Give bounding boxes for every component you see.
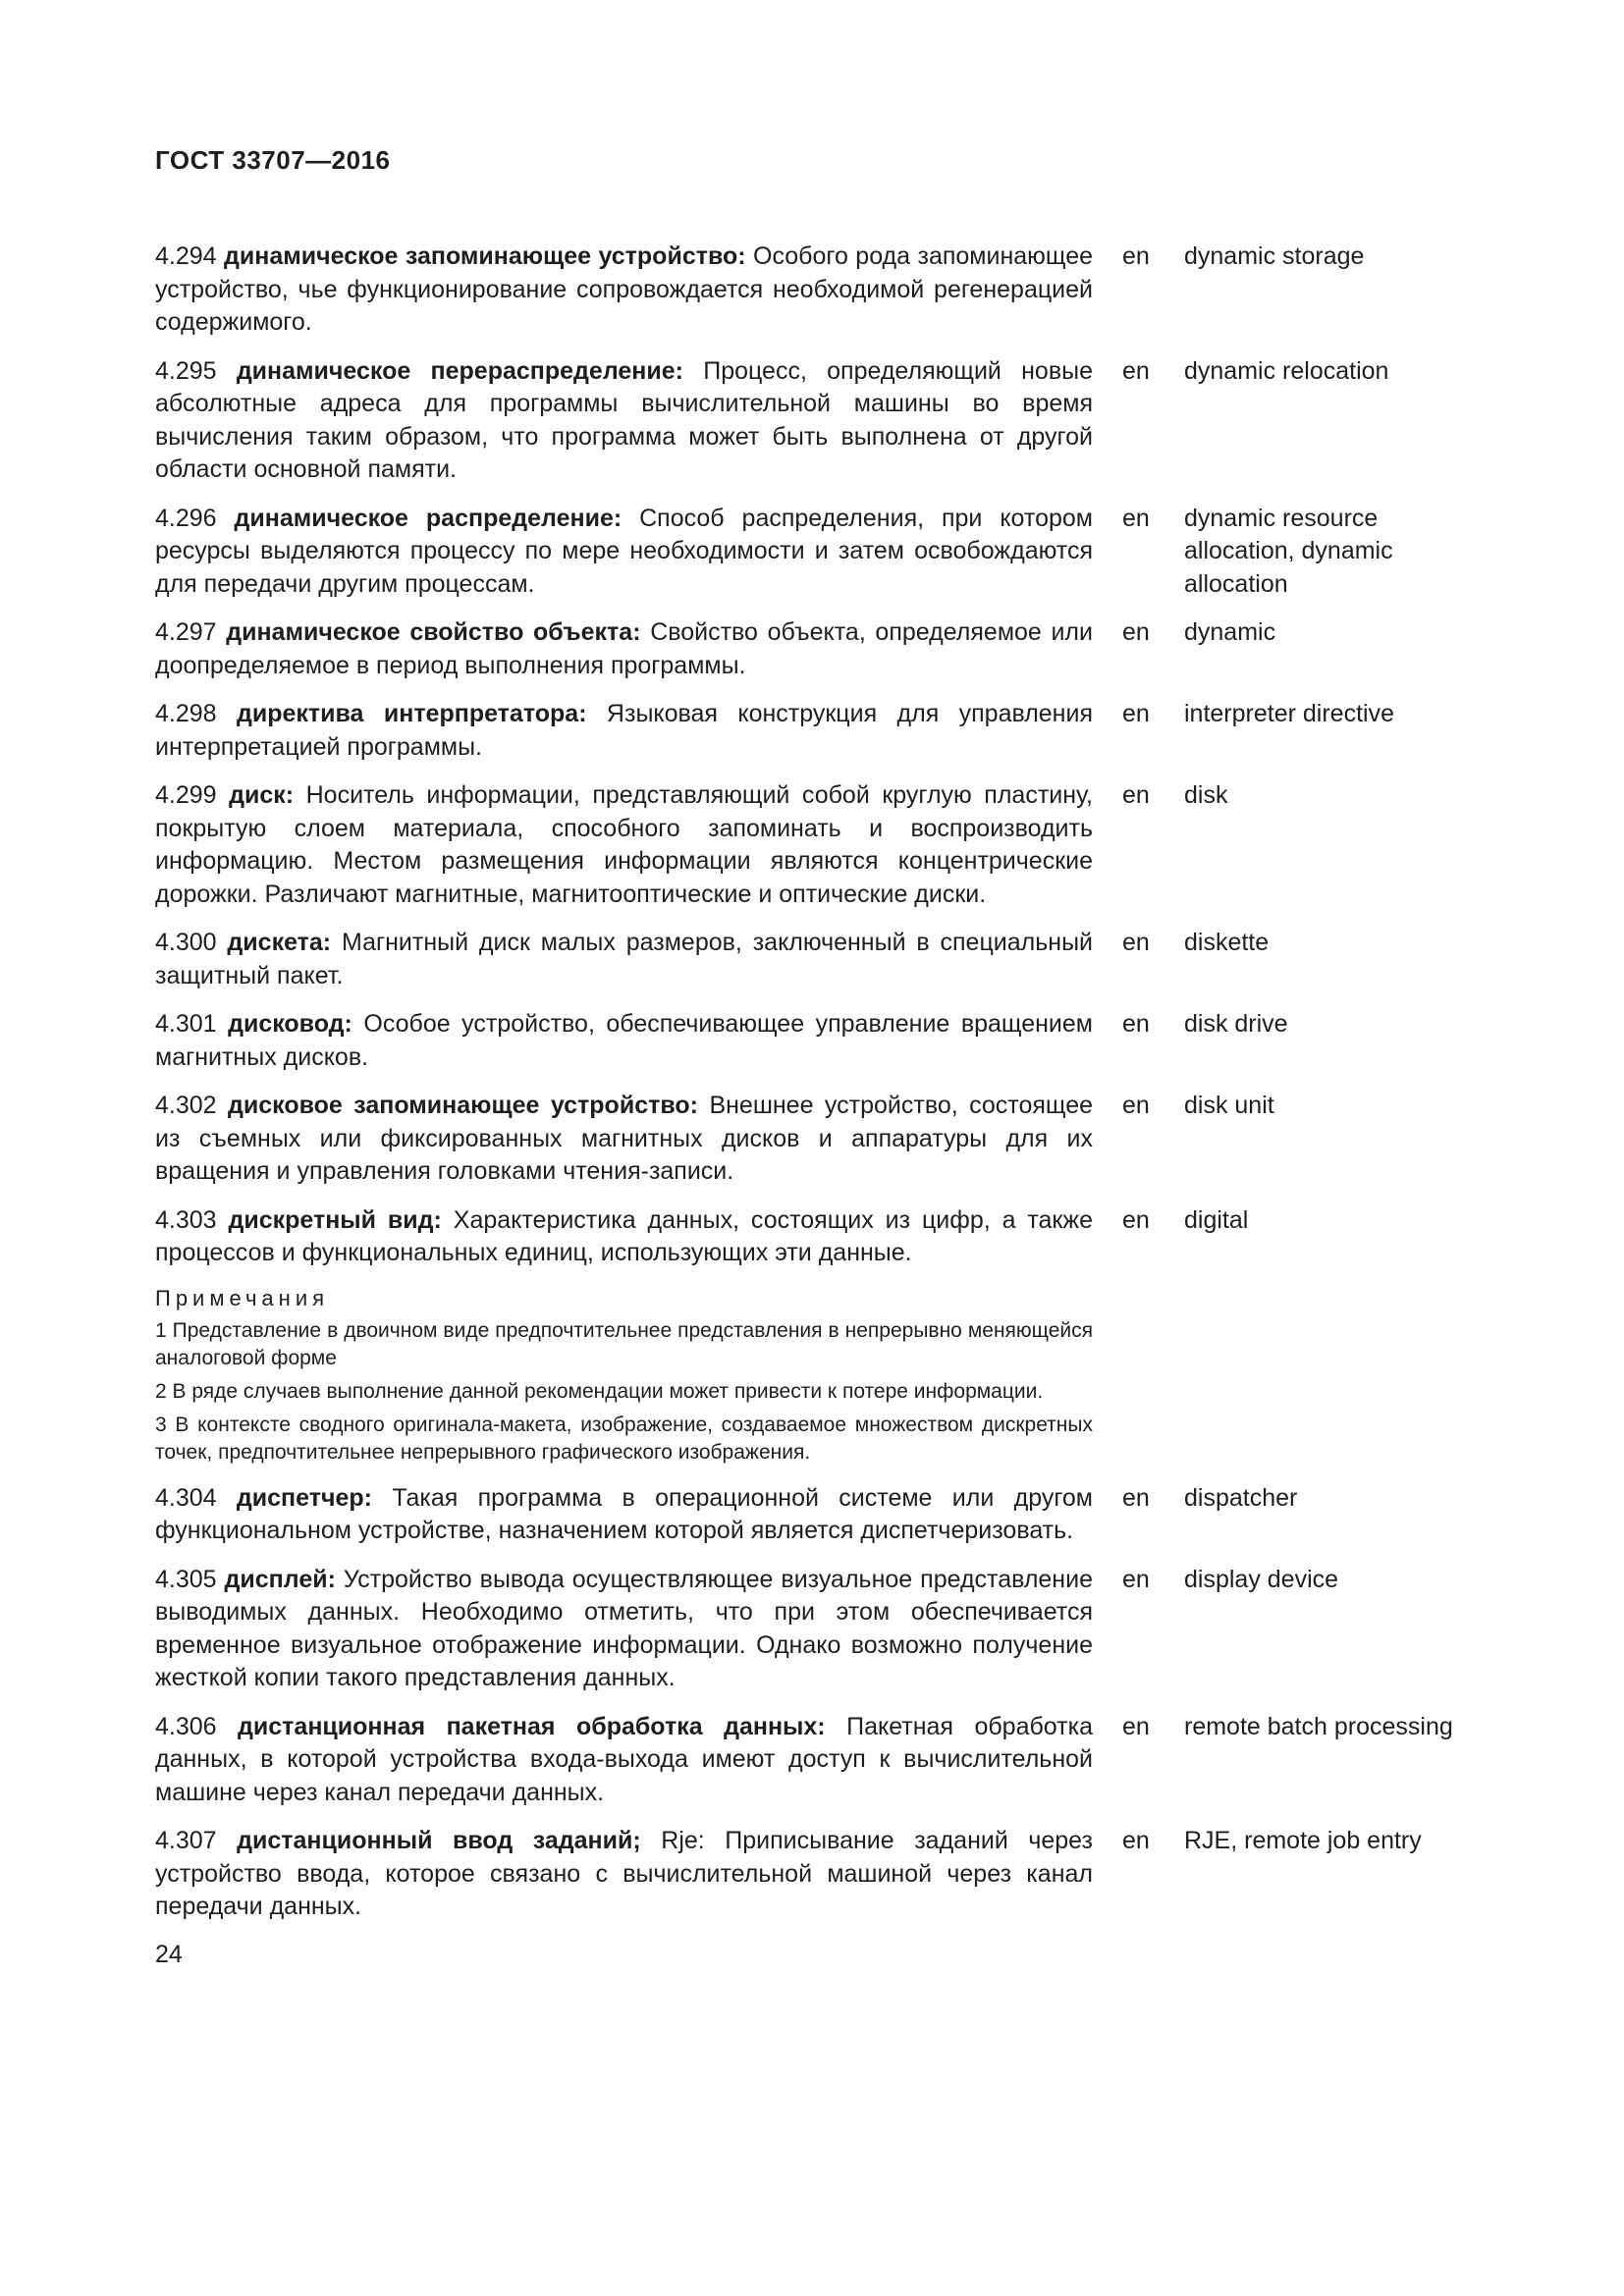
term-title: дистанционная пакетная обработка данных: (238, 1712, 826, 1740)
language-code: en (1122, 1010, 1150, 1038)
term-entry (155, 1204, 1490, 1270)
language-code: en (1122, 1712, 1150, 1740)
term-number: 4.295 (155, 356, 217, 385)
term-title: динамическое запоминающее устройство: (224, 242, 746, 270)
term-entry (155, 355, 1490, 487)
term-entry (155, 503, 1490, 602)
term-entry (155, 1482, 1490, 1548)
term-entry (155, 1564, 1490, 1695)
term-definition: Носитель информации, представляющий собой круглую пластину, покрытую слоем материала, способного запоминать и воспроизводить информацию. Местом размещения информации являются концентрические дорожки. Различают магнитные, магнитооптические и оптические диски. (155, 781, 1093, 908)
term-number: 4.306 (155, 1712, 217, 1740)
language-code: en (1122, 781, 1150, 809)
note-item: 1 Представление в двоичном виде предпочтительнее представления в непрерывно меняющейся аналоговой форме (155, 1318, 1093, 1369)
document-page (155, 145, 1490, 1969)
english-equivalent: dynamic relocation (1184, 356, 1389, 385)
term-definition-block (155, 1482, 1093, 1548)
term-entry (155, 1090, 1490, 1189)
term-title: динамическое перераспределение: (236, 356, 683, 385)
english-equivalent: dynamic resource allocation, dynamic allocation (1184, 504, 1393, 598)
term-entry (155, 1825, 1490, 1924)
term-definition-block (155, 927, 1093, 992)
term-definition: Свойство объекта, определяемое или доопределяемое в период выполнения программы. (155, 618, 1093, 679)
english-equivalent: dynamic storage (1184, 242, 1365, 270)
term-title: динамическое распределение: (234, 504, 623, 532)
english-equivalent: RJE, remote job entry (1184, 1827, 1422, 1854)
term-definition-block (155, 1204, 1093, 1270)
term-definition: Способ распределения, при котором ресурсы выделяются процессу по мере необходимости и затем освобождаются для передачи другим процессам. (155, 504, 1093, 598)
notes-heading: Примечания (155, 1285, 330, 1310)
english-equivalent: dynamic (1184, 618, 1276, 646)
term-entry (155, 240, 1490, 340)
note-item: 2 В ряде случаев выполнение данной рекомендации может привести к потере информации. (155, 1379, 1044, 1403)
term-entry (155, 927, 1490, 992)
term-definition-block (155, 779, 1093, 911)
term-entry (155, 1711, 1490, 1810)
term-definition-block (155, 1090, 1093, 1189)
notes-block (155, 1284, 1093, 1467)
page-number: 24 (155, 1940, 183, 1968)
term-definition: Внешнее устройство, состоящее из съемных или фиксированных магнитных дисков и аппаратуры для их вращения и управления головками чтения-записи. (155, 1092, 1094, 1185)
term-number: 4.307 (155, 1827, 217, 1854)
term-number: 4.298 (155, 700, 217, 727)
term-definition: Такая программа в операционной системе или другом функциональном устройстве, назначением которой является диспетчеризовать. (155, 1483, 1093, 1544)
term-title: дискета: (227, 929, 332, 956)
term-entry (155, 616, 1490, 682)
term-title: дисплей: (224, 1565, 336, 1593)
language-code: en (1122, 1092, 1150, 1119)
english-equivalent: remote batch processing (1184, 1712, 1453, 1740)
term-number: 4.302 (155, 1092, 217, 1119)
term-definition: Rje: Приписывание заданий через устройство ввода, которое связано с вычислительной машиной через канал передачи данных. (155, 1827, 1093, 1920)
term-entry (155, 698, 1490, 764)
term-title: дискретный вид: (228, 1205, 442, 1234)
term-definition-block (155, 1711, 1093, 1810)
term-definition-block (155, 1564, 1093, 1695)
language-code: en (1122, 1827, 1150, 1854)
term-entry (155, 779, 1490, 911)
term-definition: Особое устройство, обеспечивающее управление вращением магнитных дисков. (155, 1010, 1093, 1071)
term-definition-block (155, 698, 1093, 764)
term-list (155, 240, 1490, 1924)
term-title: директива интерпретатора: (236, 700, 587, 727)
language-code: en (1122, 1565, 1150, 1593)
note-item: 3 В контексте сводного оригинала-макета, изображение, создаваемое множеством дискретных точек, предпочтительнее непрерывного графического изображения. (155, 1413, 1093, 1464)
term-number: 4.305 (155, 1565, 217, 1593)
term-definition: Пакетная обработка данных, в которой устройства входа-выхода имеют доступ к вычислительной машине через канал передачи данных. (155, 1712, 1093, 1806)
term-definition: Особого рода запоминающее устройство, чье функционирование сопровождается необходимой регенерацией содержимого. (155, 242, 1093, 336)
language-code: en (1122, 700, 1150, 727)
term-definition-block (155, 503, 1093, 602)
term-definition: Устройство вывода осуществляющее визуальное представление выводимых данных. Необходимо отметить, что при этом обеспечивается временное визуальное отображение информации. Однако возможно получение жесткой копии такого представления данных. (155, 1565, 1093, 1691)
english-equivalent: disk drive (1184, 1010, 1288, 1038)
term-title: диспетчер: (236, 1483, 372, 1512)
language-code: en (1122, 504, 1150, 532)
term-definition: Процесс, определяющий новые абсолютные адреса для программы вычислительной машины во время вычисления таким образом, что программа может быть выполнена от другой области основной памяти. (155, 356, 1093, 483)
language-code: en (1122, 929, 1150, 956)
term-number: 4.300 (155, 929, 217, 956)
term-title: динамическое свойство объекта: (226, 618, 641, 646)
term-definition-block (155, 355, 1093, 487)
term-definition-block (155, 1008, 1093, 1074)
term-definition-block (155, 240, 1093, 340)
term-number: 4.296 (155, 504, 217, 532)
term-number: 4.304 (155, 1483, 217, 1512)
english-equivalent: digital (1184, 1205, 1249, 1234)
english-equivalent: display device (1184, 1565, 1339, 1593)
english-equivalent: interpreter directive (1184, 700, 1394, 727)
term-number: 4.301 (155, 1010, 217, 1038)
language-code: en (1122, 618, 1150, 646)
term-definition-block (155, 1825, 1093, 1924)
term-definition: Характеристика данных, состоящих из цифр, а также процессов и функциональных единиц, использующих эти данные. (155, 1205, 1093, 1266)
english-equivalent: disk (1184, 781, 1228, 809)
language-code: en (1122, 1483, 1150, 1512)
term-number: 4.297 (155, 618, 217, 646)
term-entry (155, 1008, 1490, 1074)
term-title: диск: (229, 781, 295, 809)
term-definition: Магнитный диск малых размеров, заключенный в специальный защитный пакет. (155, 929, 1094, 989)
language-code: en (1122, 1205, 1150, 1234)
language-code: en (1122, 356, 1150, 385)
term-title: дистанционный ввод заданий; (237, 1827, 641, 1854)
term-number: 4.299 (155, 781, 217, 809)
english-equivalent: dispatcher (1184, 1483, 1298, 1512)
term-title: дисковод: (228, 1010, 352, 1038)
term-definition-block (155, 616, 1093, 682)
language-code: en (1122, 242, 1150, 270)
document-header: ГОСТ 33707—2016 (155, 145, 391, 175)
term-title: дисковое запоминающее устройство: (228, 1092, 698, 1119)
english-equivalent: diskette (1184, 929, 1270, 956)
term-number: 4.294 (155, 242, 217, 270)
term-definition: Языковая конструкция для управления интерпретацией программы. (155, 700, 1093, 761)
term-number: 4.303 (155, 1205, 217, 1234)
english-equivalent: disk unit (1184, 1092, 1274, 1119)
